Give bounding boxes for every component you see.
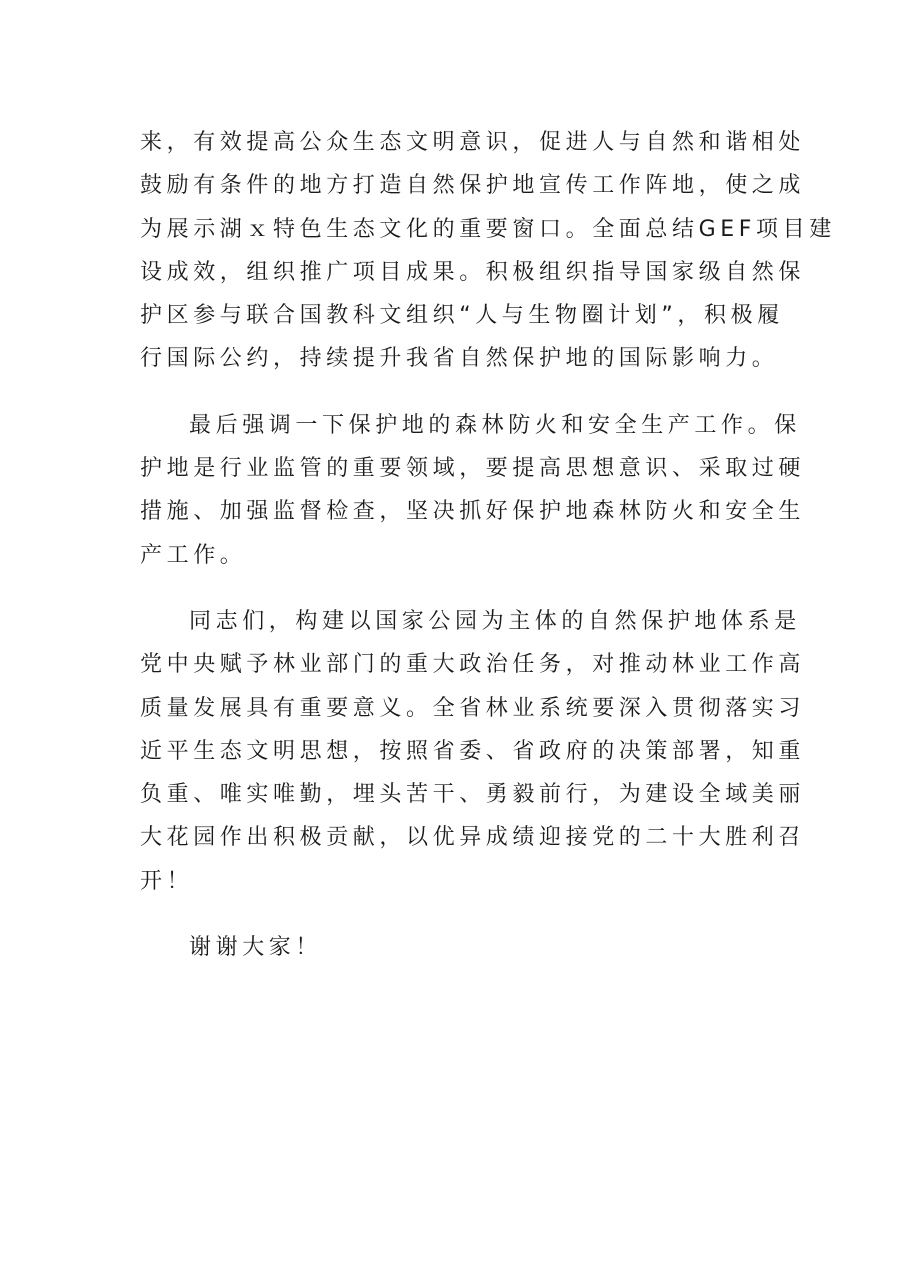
text-line: 近平生态文明思想，按照省委、省政府的决策部署，知重	[140, 738, 806, 764]
text-line: 鼓励有条件的地方打造自然保护地宣传工作阵地，使之成	[140, 173, 806, 199]
text-line: 护地是行业监管的重要领域，要提高思想意识、采取过硬	[140, 456, 806, 482]
text-line: 来，有效提高公众生态文明意识，促进人与自然和谐相处	[140, 130, 806, 155]
text-line: 行国际公约，持续提升我省自然保护地的国际影响力。	[140, 346, 779, 372]
text-line: 为展示湖ｘ特色生态文化的重要窗口。全面总结GEF项目建	[140, 216, 836, 242]
paragraph-thanks	[140, 926, 780, 969]
text-line: 大花园作出积极贡献，以优异成绩迎接党的二十大胜利召	[140, 825, 806, 851]
paragraph-gap	[140, 381, 780, 404]
paragraph-gap	[140, 577, 780, 600]
text-line: 措施、加强监督检查，坚决抓好保护地森林防火和安全生	[140, 499, 806, 525]
text-line: 质量发展具有重要意义。全省林业系统要深入贯彻落实习	[140, 695, 806, 721]
paragraph-fire-safety	[140, 404, 806, 577]
paragraph-comrades	[140, 600, 806, 903]
document-body	[140, 121, 836, 969]
text-line: 护区参与联合国教科文组织“人与生物圈计划”，积极履	[140, 303, 784, 329]
paragraph-gap	[140, 903, 780, 926]
text-line: 负重、唯实唯勤，埋头苦干、勇毅前行，为建设全域美丽	[140, 782, 806, 808]
text-line: 开！	[140, 868, 194, 894]
text-line: 最后强调一下保护地的森林防火和安全生产工作。保	[189, 412, 801, 438]
text-line: 产工作。	[140, 542, 247, 568]
text-line: 党中央赋予林业部门的重大政治任务，对推动林业工作高	[140, 652, 806, 678]
paragraph-gef-project	[140, 121, 836, 381]
text-line: 同志们，构建以国家公园为主体的自然保护地体系是	[189, 608, 801, 634]
text-line: 设成效，组织推广项目成果。积极组织指导国家级自然保	[140, 259, 806, 285]
text-line: 谢谢大家！	[189, 935, 323, 961]
